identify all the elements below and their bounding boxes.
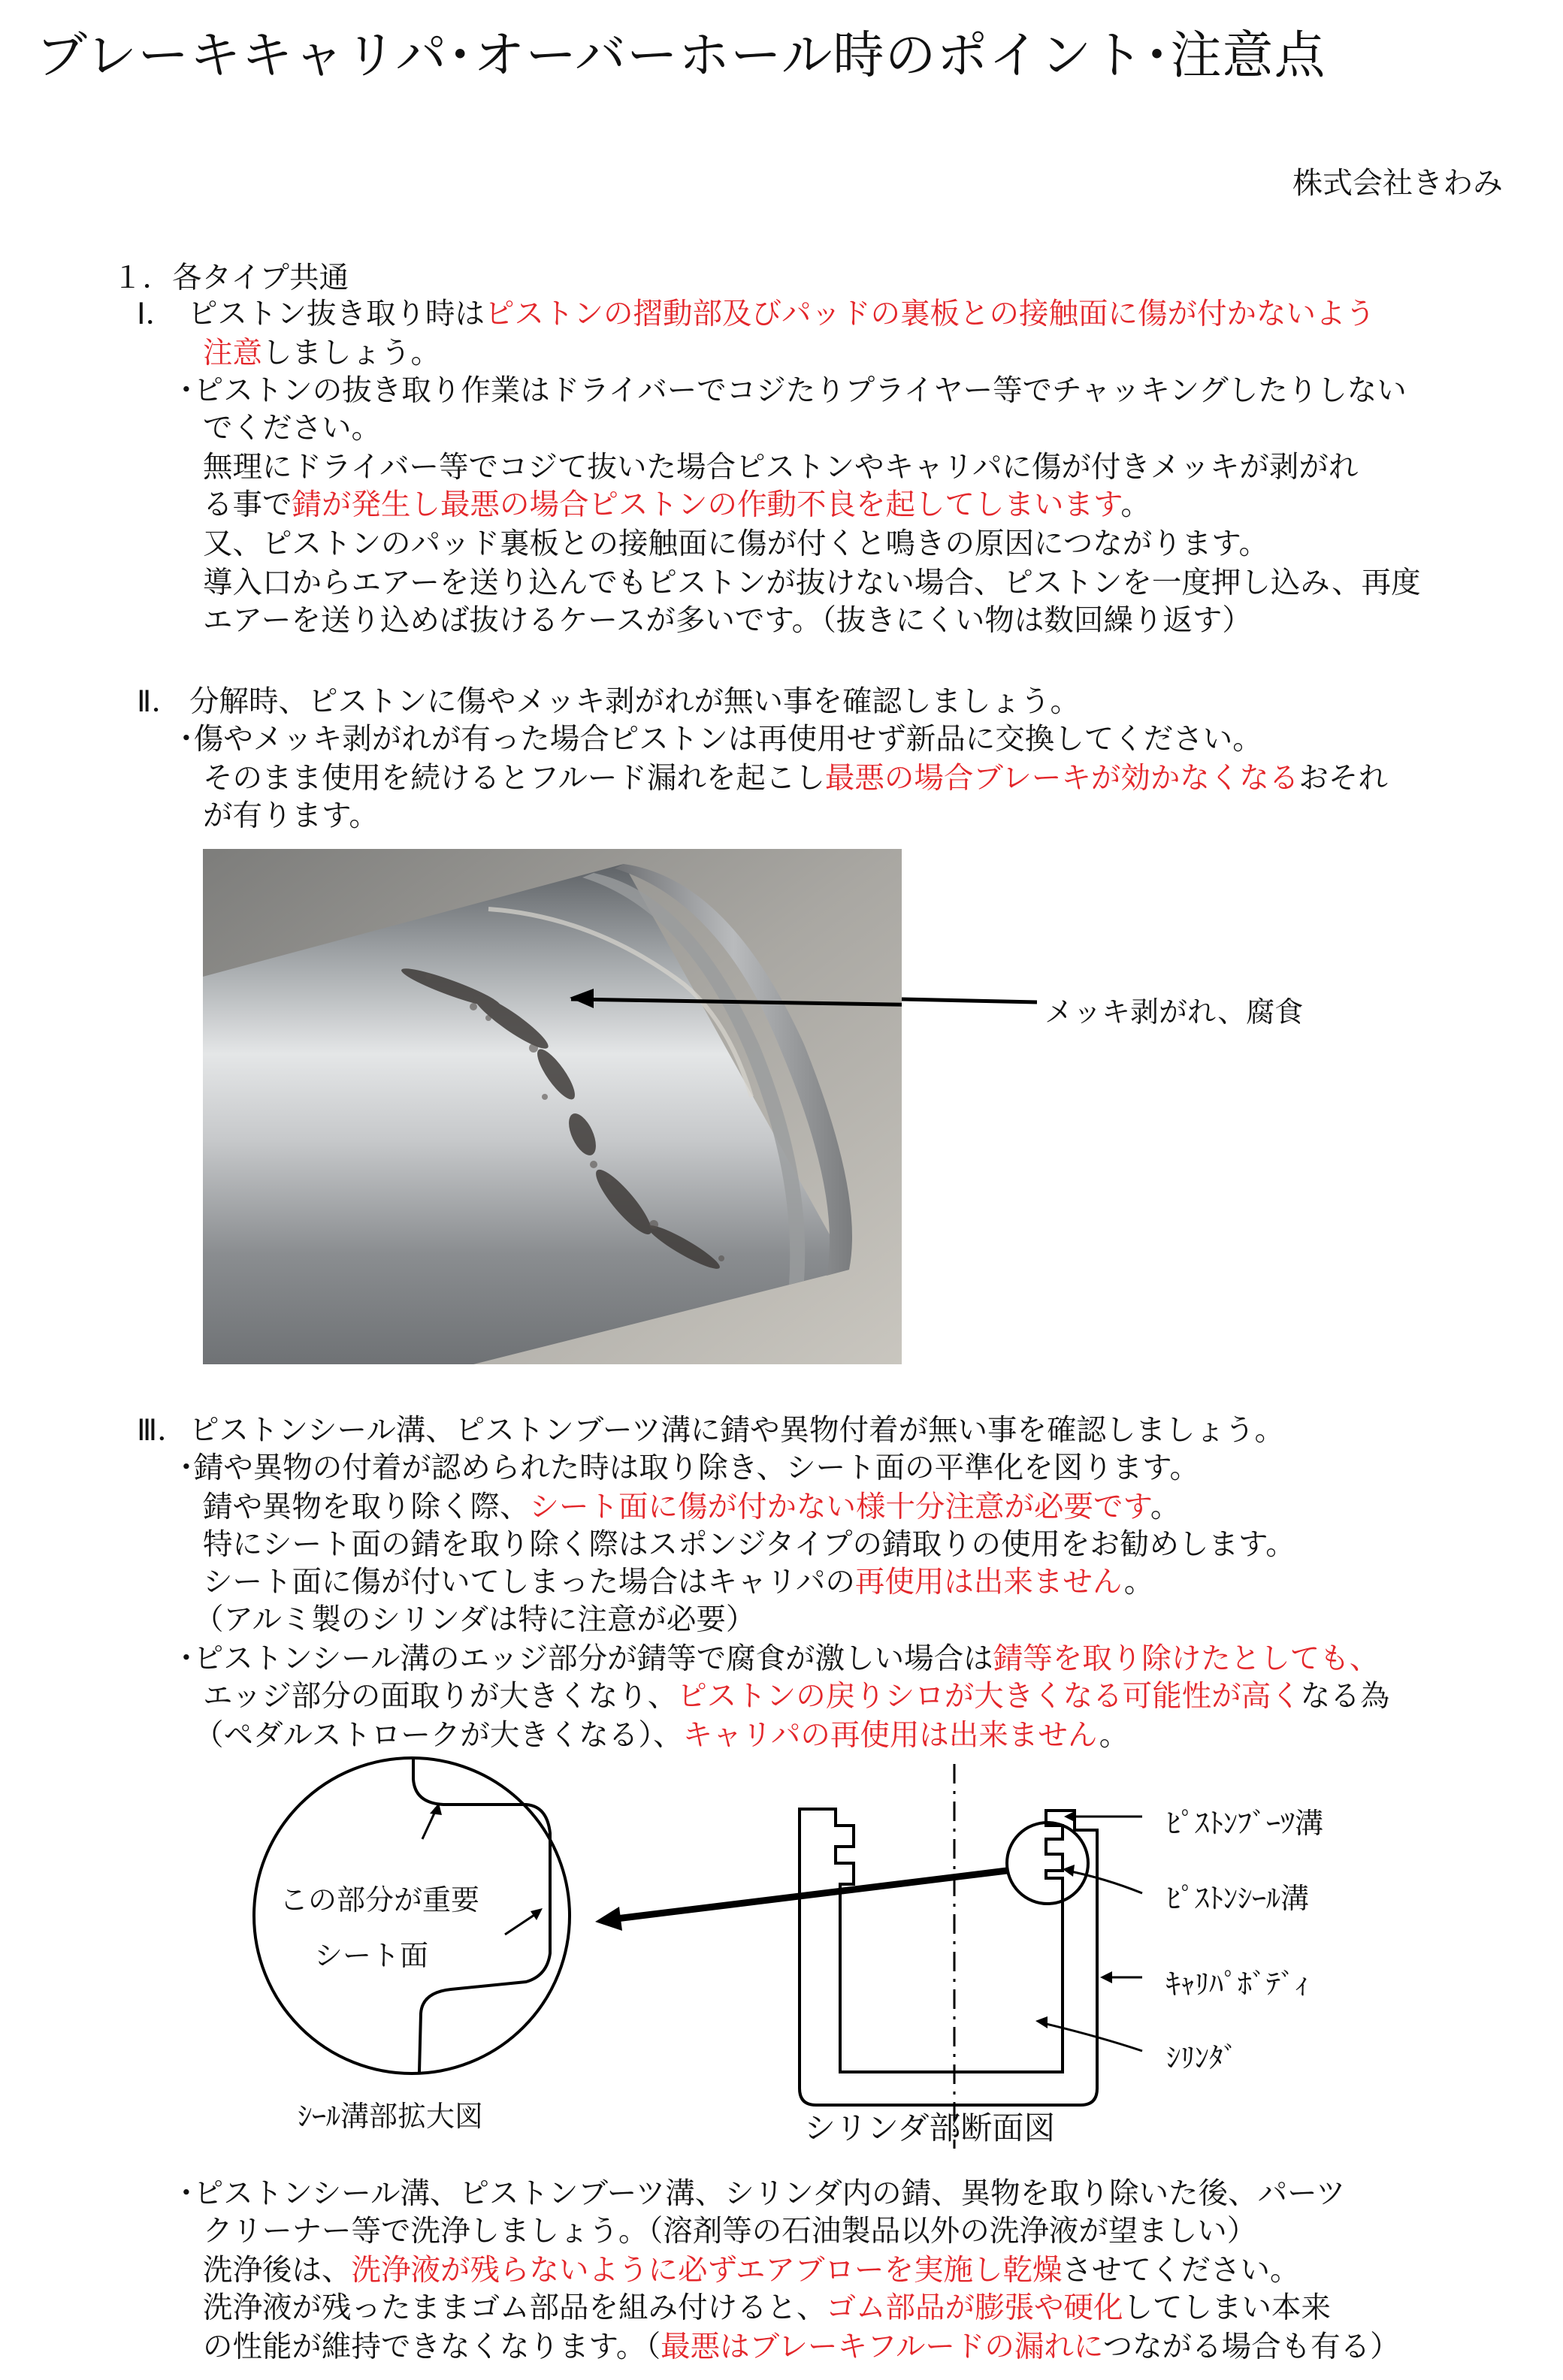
diagram-label-seal-groove: ﾋﾟｽﾄﾝｼｰﾙ溝 — [1166, 1882, 1310, 1915]
paragraph-line — [203, 759, 1388, 798]
text-span: 。 — [1150, 1490, 1181, 1524]
arrowhead — [1100, 1971, 1112, 1983]
paragraph-line — [179, 1639, 1379, 1678]
paragraph-line — [203, 2251, 1300, 2290]
paragraph-line: 特にシート面の錆を取り除く際はスポンジタイプの錆取りの使用をお勧めします。 — [203, 1527, 1295, 1562]
cylinder-diagram — [0, 1750, 1563, 2171]
paragraph-line — [203, 485, 1150, 524]
warning-text: 最悪の場合ブレーキが効かなくなる — [824, 761, 1299, 796]
text-span: しましょう。 — [262, 336, 440, 370]
paragraph-line: （アルミ製のシリンダは特に注意が必要） — [194, 1602, 756, 1637]
arrowhead — [531, 1908, 543, 1920]
paragraph-line — [188, 294, 1375, 334]
paragraph-line: ･ピストンシール溝、ピストンブーツ溝、シリンダ内の錆、異物を取り除いた後、パーツ — [179, 2176, 1346, 2211]
diagram-label-caliper-body: ｷｬﾘﾊﾟﾎﾞﾃﾞｨ — [1166, 1968, 1310, 2001]
warning-text: ゴム部品が膨張や硬化 — [826, 2291, 1123, 2325]
paragraph-line — [203, 2327, 1400, 2366]
diagram-caption-magnified: ｼｰﾙ溝部拡大図 — [298, 2100, 484, 2133]
text-span: 。 — [1120, 488, 1150, 522]
text-span: おそれ — [1298, 761, 1388, 796]
diagram-label-boot-groove: ﾋﾟｽﾄﾝﾌﾞｰﾂ溝 — [1166, 1807, 1324, 1840]
text-span: シート面に傷が付いてしまった場合はキャリパの — [203, 1565, 855, 1599]
text-span: 。 — [1123, 1565, 1154, 1599]
text-span: 錆や異物を取り除く際、 — [203, 1490, 530, 1524]
warning-text: 最悪はブレーキフルードの漏れに — [661, 2330, 1103, 2364]
paragraph-line — [203, 1488, 1180, 1527]
diagram-caption-section: シリンダ部断面図 — [804, 2110, 1056, 2146]
cylinder-section — [800, 1809, 1097, 2105]
text-span: させてください。 — [1062, 2253, 1300, 2288]
warning-text: シート面に傷が付かない様十分注意が必要です — [529, 1490, 1150, 1524]
company-name: 株式会社きわみ — [1292, 166, 1503, 201]
paragraph-line: ･ピストンの抜き取り作業はドライバーでコジたりプライヤー等でチャッキングしたりしない — [179, 373, 1407, 408]
photo-annotation: メッキ剥がれ、腐食 — [1045, 995, 1304, 1028]
page-title: ブレーキキャリパ･オーバーホール時のポイント･注意点 — [36, 26, 1326, 86]
warning-text: ピストンの摺動部及びパッドの裏板との接触面に傷が付かないよう — [485, 297, 1375, 331]
piston-photo-image — [203, 849, 902, 1364]
text-span: ピストン抜き取り時は — [188, 297, 485, 331]
arrowhead — [595, 1907, 622, 1931]
paragraph-line — [203, 334, 440, 373]
text-span: 。 — [1099, 1718, 1129, 1753]
text-span: ･ピストンシール溝のエッジ部分が錆等で腐食が激しい場合は — [179, 1642, 993, 1676]
warning-text: ピストンの戻りシロが大きくなる可能性が高く — [677, 1679, 1301, 1714]
text-span: なる為 — [1300, 1679, 1390, 1714]
magnify-arrow — [610, 1871, 1007, 1919]
arrowhead — [1035, 2016, 1048, 2028]
text-span: そのまま使用を続けるとフルード漏れを起こし — [203, 761, 825, 796]
text-span: る事で — [203, 488, 292, 522]
item-number: Ⅰ． — [137, 297, 176, 331]
text-span: つながる場合も有る） — [1102, 2330, 1400, 2364]
item-number: Ⅱ． — [137, 684, 181, 719]
pointer-cylinder — [1040, 2022, 1142, 2051]
warning-text: 注意 — [203, 336, 262, 370]
paragraph-line: 分解時、ピストンに傷やメッキ剥がれが無い事を確認しましょう。 — [189, 684, 1080, 719]
paragraph-line: でください。 — [203, 411, 381, 445]
paragraph-line: が有ります。 — [203, 799, 379, 833]
paragraph-line — [203, 1563, 1153, 1602]
paragraph-line — [203, 2288, 1331, 2327]
paragraph-line: クリーナー等で洗浄しましょう。（溶剤等の石油製品以外の洗浄液が望ましい） — [203, 2214, 1257, 2249]
item-number: Ⅲ． — [137, 1413, 187, 1448]
paragraph-line: エアーを送り込めば抜けるケースが多いです。（抜きにくい物は数回繰り返す） — [203, 603, 1252, 638]
arrowhead — [1063, 1865, 1075, 1877]
paragraph-line: ･傷やメッキ剥がれが有った場合ピストンは再使用せず新品に交換してください。 — [179, 722, 1262, 757]
warning-text: 洗浄液が残らないように必ずエアブローを実施し乾燥 — [351, 2253, 1063, 2288]
text-span: （ペダルストロークが大きくなる）、 — [194, 1718, 683, 1753]
warning-text: 錆が発生し最悪の場合ピストンの作動不良を起してしまいます — [292, 488, 1121, 522]
paragraph-line: 又、ピストンのパッド裏板との接触面に傷が付くと鳴きの原因につながります。 — [203, 527, 1269, 561]
paragraph-line: ピストンシール溝、ピストンブーツ溝に錆や異物付着が無い事を確認しましょう。 — [189, 1413, 1284, 1448]
text-span: 洗浄後は、 — [203, 2253, 352, 2288]
piston-photo — [203, 849, 902, 1364]
text-span: してしまい本来 — [1123, 2291, 1331, 2325]
warning-text: キャリパの再使用は出来ません — [682, 1718, 1099, 1753]
paragraph-line: 無理にドライバー等でコジて抜いた場合ピストンやキャリパに傷が付きメッキが剥がれ — [203, 450, 1359, 485]
diagram-label-cylinder: ｼﾘﾝﾀﾞ — [1166, 2041, 1238, 2074]
diagram-label-important: この部分が重要 — [280, 1883, 480, 1916]
arrowhead — [1064, 1811, 1076, 1823]
section-heading: １．各タイプ共通 — [113, 261, 349, 295]
annotation-arrow-line — [902, 992, 1037, 1014]
paragraph-line — [203, 1677, 1389, 1716]
paragraph-line: 導入口からエアーを送り込んでもピストンが抜けない場合、ピストンを一度押し込み、再度 — [203, 566, 1421, 600]
detail-circle — [1007, 1823, 1088, 1904]
text-span: 洗浄液が残ったままゴム部品を組み付けると、 — [203, 2291, 827, 2325]
paragraph-line: ･錆や異物の付着が認められた時は取り除き、シート面の平準化を図ります。 — [179, 1451, 1200, 1485]
text-span: の性能が維持できなくなります。（ — [203, 2330, 661, 2364]
paragraph-line — [194, 1716, 1129, 1755]
diagram-label-seat: シート面 — [314, 1939, 429, 1972]
warning-text: 錆等を取り除けたとしても、 — [993, 1642, 1380, 1676]
text-span: エッジ部分の面取りが大きくなり、 — [203, 1679, 678, 1714]
warning-text: 再使用は出来ません — [854, 1565, 1124, 1599]
